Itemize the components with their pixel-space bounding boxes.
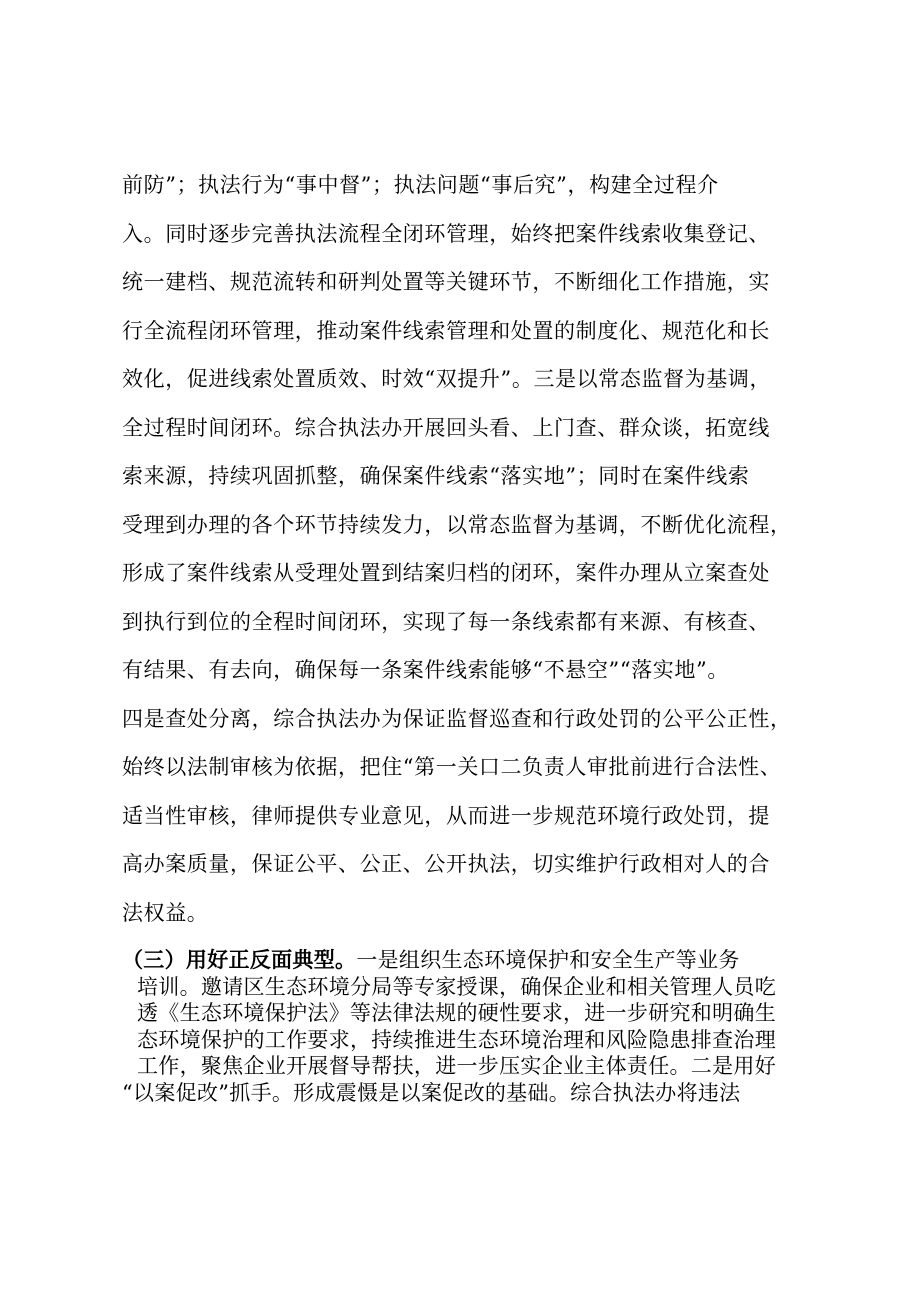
body-paragraph-continued [122, 161, 822, 937]
section-three-paragraph [122, 947, 822, 1106]
text-line: 法权益。 [122, 900, 209, 925]
text-line: 态环境保护的工作要求，持续推进生态环境治理和风险隐患排查治理 [137, 1027, 776, 1052]
text-line: 前防”；执法行为“事中督”；执法问题“事后究”，构建全过程介 [122, 173, 719, 197]
text-line: 到执行到位的全程时间闭环，实现了每一条线索都有来源、有核查、 [122, 609, 770, 634]
section-first-line [122, 947, 822, 974]
text-line: 高办案质量，保证公平、公正、公开执法，切实维护行政相对人的合 [122, 852, 770, 876]
text-line: 效化，促进线索处置质效、时效“双提升”。三是以常态监督为基调， [122, 367, 772, 391]
section-heading: （三）用好正反面典型。 [122, 947, 357, 972]
text-line: 透《生态环境保护法》等法律法规的硬性要求，进一步研究和明确生 [137, 1001, 776, 1025]
text-line: 统一建档、规范流转和研判处置等关键环节，不断细化工作措施，实 [122, 270, 770, 294]
text-line: 工作，聚焦企业开展督导帮扶，进一步压实企业主体责任。二是用好 [137, 1054, 776, 1078]
text-line: 形成了案件线索从受理处置到结案归档的闭环，案件办理从立案查处 [122, 561, 770, 585]
text-line: 受理到办理的各个环节持续发力，以常态监督为基调，不断优化流程， [122, 512, 792, 537]
section-first-line-text: 一是组织生态环境保护和安全生产等业务 [356, 948, 740, 972]
text-line: 始终以法制审核为依据，把住“第一关口二负责人审批前进行合法性、 [122, 755, 782, 779]
text-line: 全过程时间闭环。综合执法办开展回头看、上门查、群众谈，拓宽线 [122, 415, 770, 440]
text-line: 适当性审核，律师提供专业意见，从而进一步规范环境行政处罚，提 [122, 803, 770, 828]
text-line: 入。同时逐步完善执法流程全闭环管理，始终把案件线索收集登记、 [122, 221, 770, 246]
text-line: 行全流程闭环管理，推动案件线索管理和处置的制度化、规范化和长 [122, 318, 770, 343]
text-line: “以案促改”抓手。形成震慑是以案促改的基础。综合执法办将违法 [122, 1080, 741, 1105]
text-line: 培训。邀请区生态环境分局等专家授课，确保企业和相关管理人员吃 [137, 974, 776, 999]
text-line: 索来源，持续巩固抓整，确保案件线索“落实地”；同时在案件线索 [122, 464, 750, 488]
text-line: 四是查处分离，综合执法办为保证监督巡查和行政处罚的公平公正性， [122, 706, 792, 731]
text-line: 有结果、有去向，确保每一条案件线索能够“不悬空”“落实地”。 [122, 658, 729, 682]
